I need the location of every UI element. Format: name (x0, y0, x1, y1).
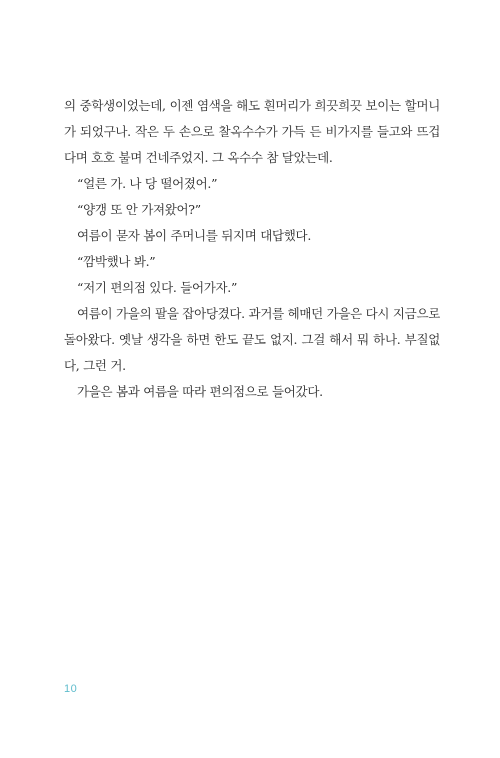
page-number: 10 (64, 683, 78, 695)
paragraph: 여름이 묻자 봄이 주머니를 뒤지며 대답했다. (77, 228, 311, 243)
paragraph: “저기 편의점 있다. 들어가자.” (77, 280, 238, 295)
paragraph: “양갱 또 안 가져왔어?” (77, 202, 201, 217)
paragraph: “깜박했나 봐.” (77, 254, 156, 269)
paragraph: 가을은 봄과 여름을 따라 편의점으로 들어갔다. (77, 384, 323, 399)
paragraph: “얼른 가. 나 당 떨어졌어.” (77, 176, 218, 191)
body-text (64, 93, 440, 405)
paragraph: 여름이 가을의 팔을 잡아당겼다. 과거를 헤매던 가을은 다시 지금으로 돌아왔다. 옛날 생각을 하면 한도 끝도 없지. 그걸 해서 뭐 하나. 부질없다, 그런 거. (64, 306, 440, 373)
paragraph: 의 중학생이었는데, 이젠 염색을 해도 흰머리가 희끗희끗 보이는 할머니가 되었구나. 작은 두 손으로 찰옥수수가 가득 든 비가지를 들고와 뜨겁다며 호호 불며 건네주었지. 그 옥수수 참 달았는데. (64, 98, 440, 165)
